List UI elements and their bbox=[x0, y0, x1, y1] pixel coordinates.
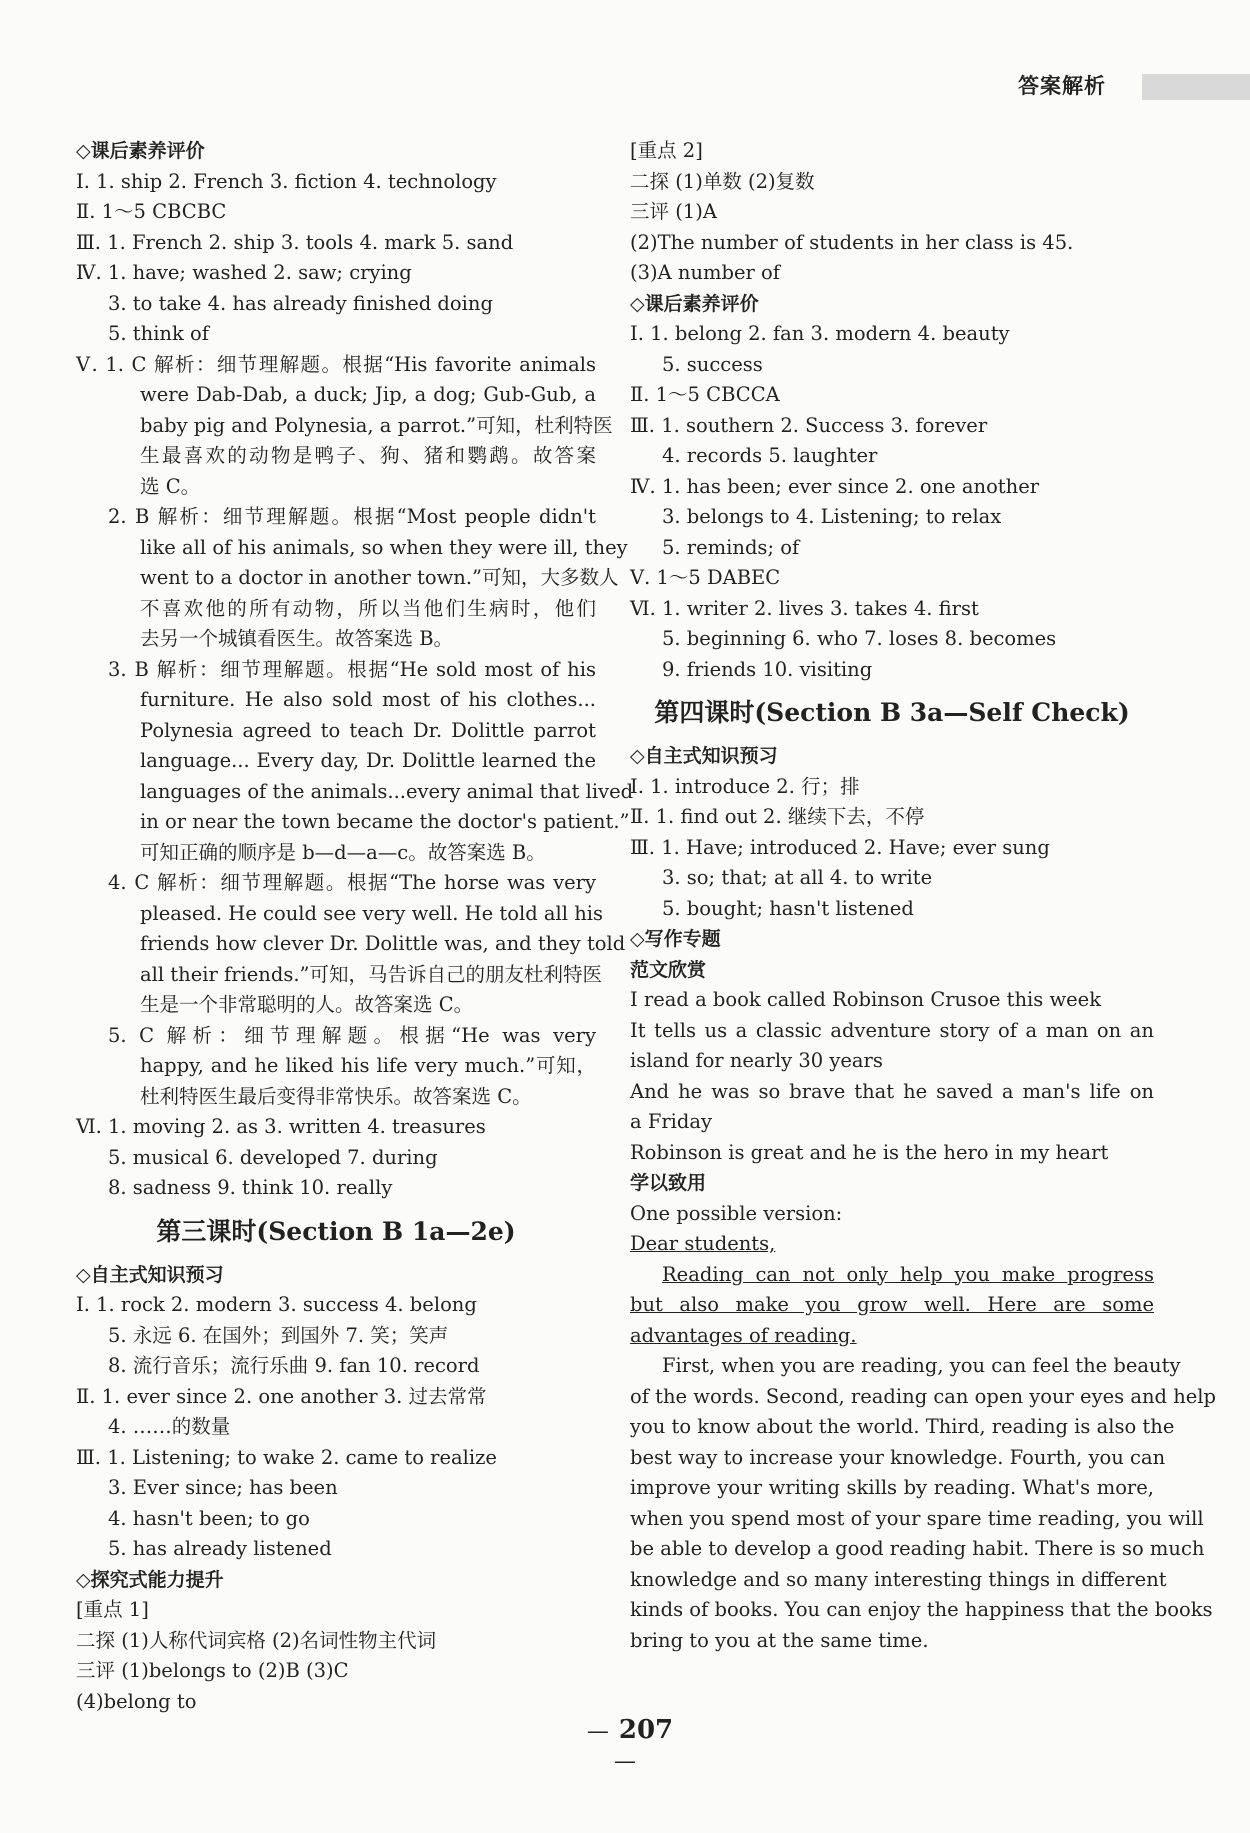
right-text-line: First, when you are reading, you can feel the beauty bbox=[662, 1354, 1181, 1377]
right-text-line: 9. friends 10. visiting bbox=[662, 657, 873, 681]
right-section-title: 第四课时(Section B 3a—Self Check) bbox=[654, 698, 1130, 727]
right-text-line: best way to increase your knowledge. Fourth, you can bbox=[630, 1445, 1166, 1469]
right-text-line: Ⅳ. 1. has been; ever since 2. one another bbox=[630, 474, 1040, 498]
header-band bbox=[1142, 74, 1250, 100]
right-text-line: bring to you at the same time. bbox=[630, 1628, 929, 1652]
left-text-line: language... Every day, Dr. Dolittle learned the bbox=[140, 749, 596, 772]
right-text-line: 3. belongs to 4. Listening; to relax bbox=[662, 505, 1002, 528]
right-text-line: Robinson is great and he is the hero in my heart bbox=[630, 1140, 1109, 1164]
left-text-line: 5. musical 6. developed 7. during bbox=[108, 1145, 438, 1169]
right-text-line: 3. so; that; at all 4. to write bbox=[662, 866, 933, 889]
right-text-line: And he was so brave that he saved a man's life on bbox=[630, 1079, 1154, 1103]
left-text-line: 4. ……的数量 bbox=[108, 1415, 231, 1438]
right-text-line: 5. reminds; of bbox=[662, 535, 800, 559]
left-text-line: 2. B 解析：细节理解题。根据“Most people didn't bbox=[108, 505, 596, 528]
left-heading: ◇探究式能力提升 bbox=[76, 1568, 224, 1591]
left-text-line: Ⅰ. 1. rock 2. modern 3. success 4. belong bbox=[76, 1293, 477, 1316]
right-text-line: 5. success bbox=[662, 352, 763, 376]
left-text-line: 杜利特医生最后变得非常快乐。故答案选 C。 bbox=[140, 1084, 532, 1108]
left-text-line: in or near the town became the doctor's patient.” bbox=[140, 810, 630, 833]
left-text-line: friends how clever Dr. Dolittle was, and they told bbox=[140, 932, 626, 955]
right-text-line: (2)The number of students in her class is 45. bbox=[630, 230, 1074, 254]
left-text-line: Polynesia agreed to teach Dr. Dolittle parrot bbox=[140, 718, 596, 742]
right-heading: 学以致用 bbox=[630, 1172, 707, 1194]
right-column bbox=[630, 136, 1217, 1656]
right-heading: ◇写作专题 bbox=[630, 928, 721, 950]
left-heading: ◇自主式知识预习 bbox=[76, 1263, 224, 1286]
right-text-line: Ⅰ. 1. belong 2. fan 3. modern 4. beauty bbox=[630, 322, 1010, 345]
right-text-line: Dear students, bbox=[630, 1232, 776, 1255]
left-text-line: 4. hasn't been; to go bbox=[108, 1506, 310, 1530]
left-text-line: 选 C。 bbox=[140, 474, 201, 498]
left-text-line: 三评 (1)belongs to (2)B (3)C bbox=[76, 1659, 349, 1682]
right-text-line: be able to develop a good reading habit. There is so much bbox=[630, 1537, 1205, 1560]
right-text-line: Ⅲ. 1. Have; introduced 2. Have; ever sung bbox=[630, 835, 1050, 859]
right-text-line: 5. bought; hasn't listened bbox=[662, 896, 914, 920]
right-text-line: a Friday bbox=[630, 1110, 713, 1133]
right-text-line: kinds of books. You can enjoy the happiness that the books bbox=[630, 1598, 1213, 1621]
left-text-line: 5. think of bbox=[108, 322, 209, 345]
left-text-line: 3. Ever since; has been bbox=[108, 1476, 338, 1499]
right-text-line: 二探 (1)单数 (2)复数 bbox=[630, 169, 815, 193]
right-text-line: advantages of reading. bbox=[630, 1323, 857, 1347]
left-text-line: Ⅰ. 1. ship 2. French 3. fiction 4. technology bbox=[76, 169, 497, 193]
left-text-line: pleased. He could see very well. He told all his bbox=[140, 901, 604, 925]
left-text-line: 生是一个非常聪明的人。故答案选 C。 bbox=[140, 993, 474, 1016]
right-text-line: Ⅱ. 1. find out 2. 继续下去，不停 bbox=[630, 805, 925, 828]
right-text-line: when you spend most of your spare time reading, you will bbox=[630, 1506, 1204, 1530]
left-text-line: were Dab-Dab, a duck; Jip, a dog; Gub-Gub, a bbox=[140, 383, 596, 406]
left-text-line: Ⅲ. 1. Listening; to wake 2. came to realize bbox=[76, 1445, 497, 1469]
left-text-line: 4. C 解析：细节理解题。根据“The horse was very bbox=[108, 871, 596, 894]
right-heading: ◇自主式知识预习 bbox=[630, 745, 778, 767]
right-text-line: island for nearly 30 years bbox=[630, 1049, 883, 1072]
right-text-line: One possible version: bbox=[630, 1201, 843, 1225]
left-text-line: [重点 1] bbox=[76, 1598, 149, 1621]
right-text-line: Ⅵ. 1. writer 2. lives 3. takes 4. first bbox=[630, 596, 979, 620]
left-text-line: 8. sadness 9. think 10. really bbox=[108, 1176, 393, 1199]
left-text-line: 5. has already listened bbox=[108, 1537, 332, 1560]
left-text-line: 3. B 解析：细节理解题。根据“He sold most of his bbox=[108, 657, 596, 681]
left-text-line: 5. 永远 6. 在国外；到国外 7. 笑；笑声 bbox=[108, 1323, 449, 1347]
left-text-line: Ⅲ. 1. French 2. ship 3. tools 4. mark 5. sand bbox=[76, 230, 514, 254]
right-text-line: 4. records 5. laughter bbox=[662, 444, 878, 467]
right-text-line: improve your writing skills by reading. What's more, bbox=[630, 1476, 1154, 1499]
right-text-line: Reading can not only help you make progress bbox=[662, 1262, 1154, 1286]
right-text-line: Ⅲ. 1. southern 2. Success 3. forever bbox=[630, 413, 988, 437]
left-text-line: 8. 流行音乐；流行乐曲 9. fan 10. record bbox=[108, 1354, 480, 1377]
left-text-line: languages of the animals...every animal that lived bbox=[140, 779, 634, 803]
left-text-line: furniture. He also sold most of his clothes... bbox=[140, 688, 596, 711]
right-text-line: [重点 2] bbox=[630, 139, 703, 162]
right-text-line: It tells us a classic adventure story of a man on an bbox=[630, 1018, 1154, 1042]
left-heading: ◇课后素养评价 bbox=[76, 140, 205, 162]
right-text-line: (3)A number of bbox=[630, 261, 781, 284]
left-text-line: 去另一个城镇看医生。故答案选 B。 bbox=[140, 627, 454, 650]
right-text-line: Ⅰ. 1. introduce 2. 行；排 bbox=[630, 774, 860, 798]
left-text-line: Ⅱ. 1. ever since 2. one another 3. 过去常常 bbox=[76, 1384, 487, 1408]
header-title: 答案解析 bbox=[1018, 74, 1106, 98]
right-text-line: 三评 (1)A bbox=[630, 200, 717, 223]
page-number: — 207— bbox=[586, 1715, 674, 1774]
right-text-line: Ⅴ. 1～5 DABEC bbox=[630, 566, 781, 589]
left-text-line: happy, and he liked his life very much.”可知， bbox=[140, 1054, 596, 1077]
left-section-title: 第三课时(Section B 1a—2e) bbox=[156, 1216, 516, 1246]
left-text-line: 生最喜欢的动物是鸭子、狗、猪和鹦鹉。故答案 bbox=[140, 444, 596, 467]
left-text-line: went to a doctor in another town.”可知，大多数人 bbox=[140, 566, 619, 589]
right-text-line: you to know about the world. Third, reading is also the bbox=[630, 1415, 1175, 1438]
left-column bbox=[76, 136, 634, 1717]
left-text-line: Ⅵ. 1. moving 2. as 3. written 4. treasures bbox=[76, 1115, 486, 1138]
right-text-line: but also make you grow well. Here are some bbox=[630, 1293, 1154, 1316]
left-text-line: Ⅳ. 1. have; washed 2. saw; crying bbox=[76, 261, 412, 284]
right-heading: ◇课后素养评价 bbox=[630, 292, 759, 315]
left-text-line: 可知正确的顺序是 b—d—a—c。故答案选 B。 bbox=[140, 840, 546, 864]
page-number-value: 207 bbox=[618, 1715, 674, 1745]
left-text-line: like all of his animals, so when they were ill, they bbox=[140, 535, 628, 559]
left-text-line: 5. C 解析：细节理解题。根据“He was very bbox=[108, 1023, 596, 1047]
right-text-line: knowledge and so many interesting things in different bbox=[630, 1567, 1167, 1591]
left-text-line: 3. to take 4. has already finished doing bbox=[108, 291, 493, 315]
left-text-line: 二探 (1)人称代词宾格 (2)名词性物主代词 bbox=[76, 1628, 437, 1652]
right-text-line: 5. beginning 6. who 7. loses 8. becomes bbox=[662, 627, 1057, 650]
left-text-line: baby pig and Polynesia, a parrot.”可知，杜利特医 bbox=[140, 413, 613, 437]
right-text-line: I read a book called Robinson Crusoe this week bbox=[630, 988, 1102, 1011]
right-text-line: of the words. Second, reading can open your eyes and help bbox=[630, 1384, 1217, 1408]
left-text-line: Ⅱ. 1～5 CBCBC bbox=[76, 200, 227, 223]
left-text-line: (4)belong to bbox=[76, 1689, 197, 1713]
left-text-line: 不喜欢他的所有动物，所以当他们生病时，他们 bbox=[140, 596, 596, 620]
left-text-line: Ⅴ. 1. C 解析：细节理解题。根据“His favorite animals bbox=[76, 352, 596, 376]
right-heading: 范文欣赏 bbox=[630, 958, 707, 981]
right-text-line: Ⅱ. 1～5 CBCCA bbox=[630, 383, 780, 406]
left-text-line: all their friends.”可知，马告诉自己的朋友杜利特医 bbox=[140, 962, 603, 986]
